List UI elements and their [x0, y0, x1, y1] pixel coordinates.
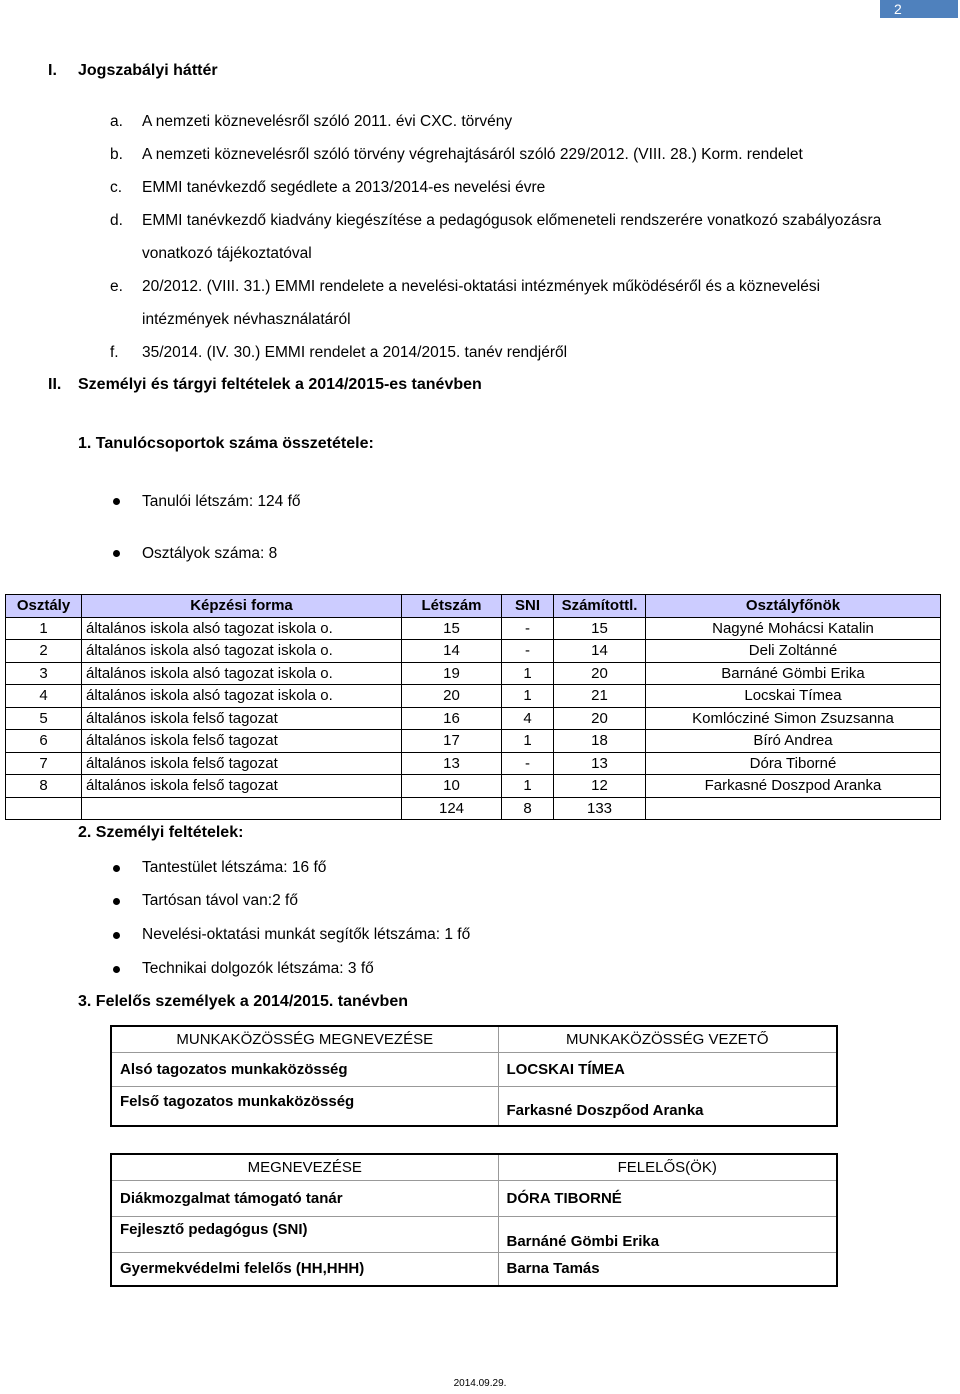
col-header: SNI [502, 595, 554, 618]
col-header: Létszám [402, 595, 502, 618]
cell: általános iskola felső tagozat [82, 707, 402, 730]
cell: Farkasné Doszpőod Aranka [498, 1086, 837, 1126]
cell: Komlócziné Simon Zsuzsanna [646, 707, 941, 730]
bullet-text: Nevelési-oktatási munkát segítők létszáma: 1 fő [142, 926, 471, 943]
cell: Alsó tagozatos munkaközösség [111, 1052, 498, 1086]
subsection-2-title: 2. Személyi feltételek: [78, 824, 244, 841]
cell: 15 [554, 617, 646, 640]
bullet-dot-icon [113, 932, 120, 939]
cell: általános iskola alsó tagozat iskola o. [82, 685, 402, 708]
cell: Gyermekvédelmi felelős (HH,HHH) [111, 1252, 498, 1286]
bullet-dot-icon [113, 550, 120, 557]
cell: Nagyné Mohácsi Katalin [646, 617, 941, 640]
cell: Bíró Andrea [646, 730, 941, 753]
cell: Felső tagozatos munkaközösség [111, 1086, 498, 1126]
class-table [5, 594, 941, 820]
cell: 12 [554, 775, 646, 798]
bullet-dot-icon [113, 966, 120, 973]
law-item-text: A nemzeti köznevelésről szóló törvény végrehajtásáról szóló 229/2012. (VIII. 28.) Korm. rendelet [142, 146, 803, 163]
cell: Diákmozgalmat támogató tanár [111, 1180, 498, 1216]
col-header: Számítottl. [554, 595, 646, 618]
table-row [6, 707, 941, 730]
cell: 20 [554, 707, 646, 730]
cell: Dóra Tiborné [646, 752, 941, 775]
cell: 6 [6, 730, 82, 753]
page-number-badge: 2 [880, 0, 958, 18]
cell: Fejlesztő pedagógus (SNI) [111, 1216, 498, 1252]
cell: 10 [402, 775, 502, 798]
col-header: MUNKAKÖZÖSSÉG VEZETŐ [498, 1026, 837, 1052]
cell: általános iskola felső tagozat [82, 730, 402, 753]
col-header: Osztály [6, 595, 82, 618]
workgroup-table [110, 1025, 838, 1127]
col-header: FELELŐS(ÖK) [498, 1154, 837, 1180]
table-row [111, 1180, 837, 1216]
cell: 15 [402, 617, 502, 640]
table-row [111, 1086, 837, 1126]
subsection-1-title: 1. Tanulócsoportok száma összetétele: [78, 435, 374, 452]
cell: DÓRA TIBORNÉ [498, 1180, 837, 1216]
cell: LOCSKAI TÍMEA [498, 1052, 837, 1086]
section-2-title: Személyi és tárgyi feltételek a 2014/2015-es tanévben [78, 376, 482, 393]
bullet-text: Technikai dolgozók létszáma: 3 fő [142, 960, 374, 977]
table-header-row [6, 595, 941, 618]
cell: általános iskola alsó tagozat iskola o. [82, 662, 402, 685]
cell: Barnáné Gömbi Erika [646, 662, 941, 685]
cell: 16 [402, 707, 502, 730]
bullet-text: Osztályok száma: 8 [142, 545, 278, 562]
cell: 19 [402, 662, 502, 685]
table-row [6, 730, 941, 753]
table-row [111, 1216, 837, 1252]
table-row [6, 685, 941, 708]
cell: 8 [6, 775, 82, 798]
subsection-3-title: 3. Felelős személyek a 2014/2015. tanévben [78, 993, 408, 1010]
section-2-number: II. [48, 376, 62, 393]
cell: 1 [502, 662, 554, 685]
table-header-row [111, 1154, 837, 1180]
col-header: Osztályfőnök [646, 595, 941, 618]
cell: 18 [554, 730, 646, 753]
section-1-number: I. [48, 62, 57, 79]
law-item-text-cont: vonatkozó tájékoztatóval [142, 245, 312, 262]
law-item-text-cont: intézmények névhasználatáról [142, 311, 351, 328]
table-header-row [111, 1026, 837, 1052]
cell: Barnáné Gömbi Erika [498, 1216, 837, 1252]
cell: - [502, 640, 554, 663]
table-row [6, 640, 941, 663]
cell [6, 797, 82, 820]
cell: 5 [6, 707, 82, 730]
cell: 14 [402, 640, 502, 663]
law-item-text: EMMI tanévkezdő kiadvány kiegészítése a pedagógusok előmeneteli rendszerére vonatkozó szabályozásra [142, 212, 882, 229]
law-item-letter: a. [110, 113, 123, 130]
law-item-text: EMMI tanévkezdő segédlete a 2013/2014-es nevelési évre [142, 179, 546, 196]
cell: 3 [6, 662, 82, 685]
bullet-dot-icon [113, 865, 120, 872]
cell: 13 [554, 752, 646, 775]
cell: általános iskola alsó tagozat iskola o. [82, 617, 402, 640]
bullet-dot-icon [113, 498, 120, 505]
cell: 7 [6, 752, 82, 775]
cell: - [502, 752, 554, 775]
cell: - [502, 617, 554, 640]
section-1-title: Jogszabályi háttér [78, 62, 218, 79]
law-item-letter: d. [110, 212, 123, 229]
cell: 14 [554, 640, 646, 663]
cell: 21 [554, 685, 646, 708]
cell: 4 [6, 685, 82, 708]
col-header: MUNKAKÖZÖSSÉG MEGNEVEZÉSE [111, 1026, 498, 1052]
cell: 4 [502, 707, 554, 730]
total-count-cell: 124 [402, 797, 502, 820]
cell: Locskai Tímea [646, 685, 941, 708]
cell [82, 797, 402, 820]
table-totals-row [6, 797, 941, 820]
table-row [6, 617, 941, 640]
cell: 1 [502, 730, 554, 753]
responsibility-table [110, 1153, 838, 1287]
law-item-letter: f. [110, 344, 119, 361]
cell [646, 797, 941, 820]
total-computed-cell: 133 [554, 797, 646, 820]
cell: 1 [502, 775, 554, 798]
table-row [6, 775, 941, 798]
law-item-letter: e. [110, 278, 123, 295]
bullet-text: Tantestület létszáma: 16 fő [142, 859, 327, 876]
cell: Farkasné Doszpod Aranka [646, 775, 941, 798]
cell: 2 [6, 640, 82, 663]
law-item-letter: c. [110, 179, 123, 196]
cell: általános iskola felső tagozat [82, 752, 402, 775]
law-item-text: A nemzeti köznevelésről szóló 2011. évi CXC. törvény [142, 113, 513, 130]
col-header: Képzési forma [82, 595, 402, 618]
cell: 20 [554, 662, 646, 685]
total-sni-cell: 8 [502, 797, 554, 820]
cell: 20 [402, 685, 502, 708]
law-item-letter: b. [110, 146, 123, 163]
cell: általános iskola felső tagozat [82, 775, 402, 798]
cell: 17 [402, 730, 502, 753]
cell: általános iskola alsó tagozat iskola o. [82, 640, 402, 663]
cell: Barna Tamás [498, 1252, 837, 1286]
bullet-text: Tartósan távol van:2 fő [142, 892, 298, 909]
bullet-dot-icon [113, 898, 120, 905]
cell: Deli Zoltánné [646, 640, 941, 663]
bullet-text: Tanulói létszám: 124 fő [142, 493, 301, 510]
table-row [6, 752, 941, 775]
cell: 1 [502, 685, 554, 708]
table-row [111, 1052, 837, 1086]
cell: 13 [402, 752, 502, 775]
cell: 1 [6, 617, 82, 640]
law-item-text: 35/2014. (IV. 30.) EMMI rendelet a 2014/2015. tanév rendjéről [142, 344, 568, 361]
col-header: MEGNEVEZÉSE [111, 1154, 498, 1180]
table-row [6, 662, 941, 685]
table-row [111, 1252, 837, 1286]
footer-date: 2014.09.29. [453, 1378, 507, 1389]
law-item-text: 20/2012. (VIII. 31.) EMMI rendelete a nevelési-oktatási intézmények működéséről és a köznevelési [142, 278, 821, 295]
